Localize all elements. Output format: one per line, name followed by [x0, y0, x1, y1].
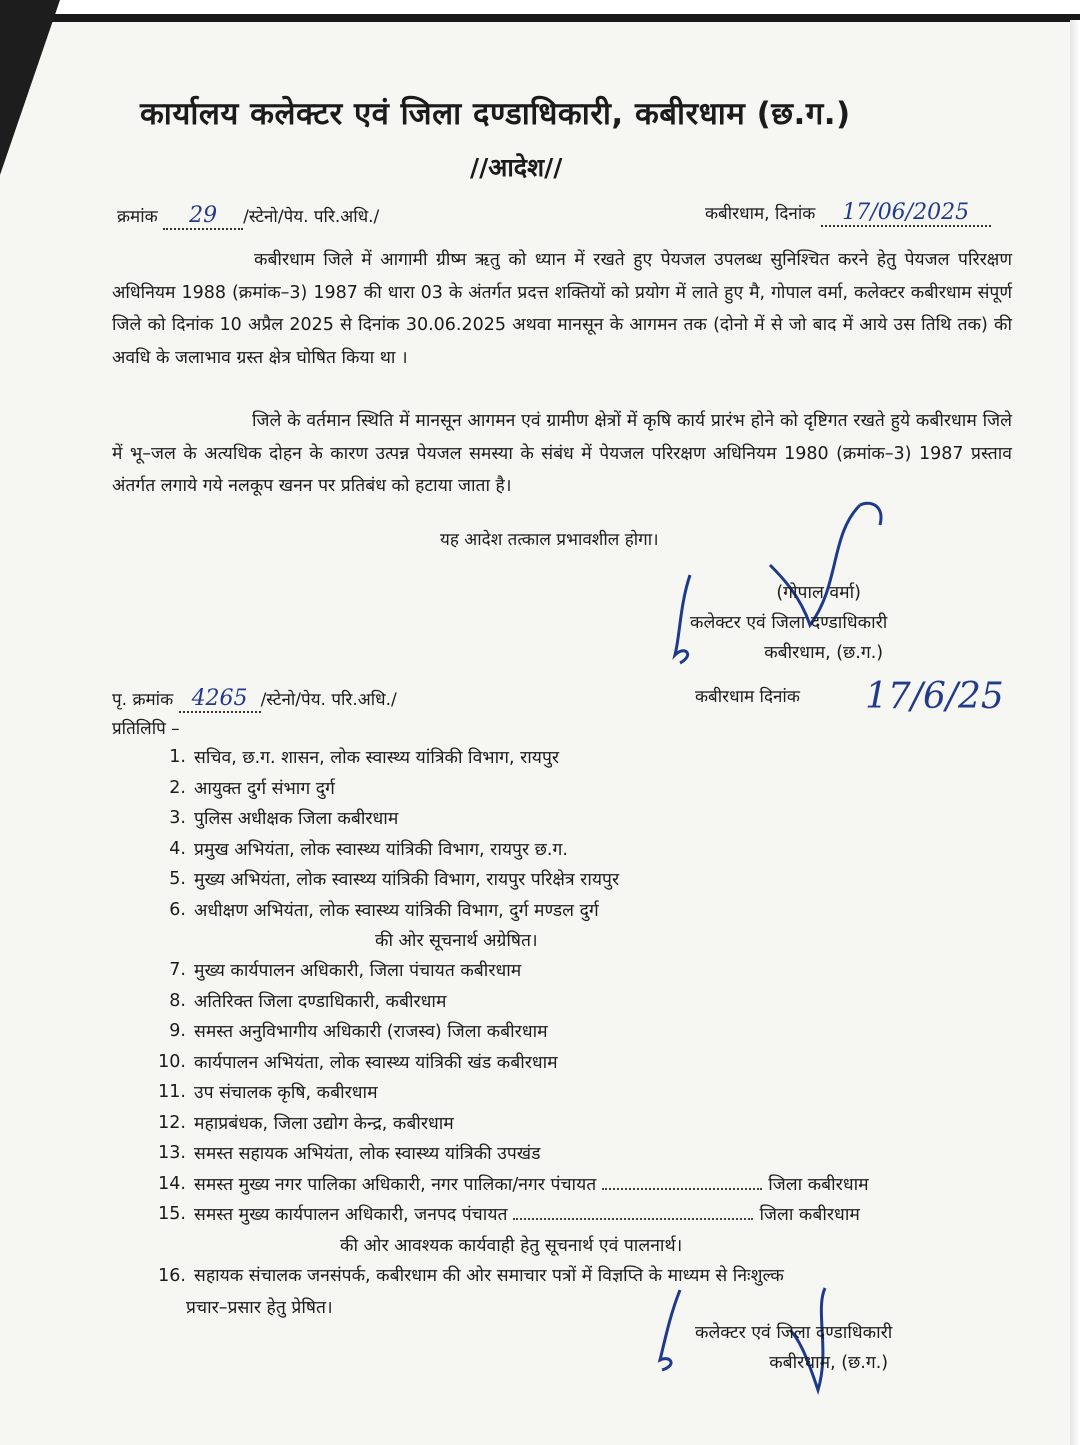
- paragraph-2: [112, 405, 1012, 503]
- copy-ref-suffix: /स्टेनो/पेय. परि.अधि./: [260, 690, 397, 710]
- note-action: की ओर आवश्यक कार्यवाही हेतु सूचनार्थ एवं पालनार्थ।: [340, 1235, 683, 1256]
- order-reference: [117, 203, 379, 230]
- list-item: 13. समस्त सहायक अभियंता, लोक स्वास्थ्य यांत्रिकी उपखंड: [158, 1143, 541, 1165]
- copy-reference: [112, 686, 397, 713]
- list-item: 4. प्रमुख अभियंता, लोक स्वास्थ्य यांत्रिकी विभाग, रायपुर छ.ग.: [169, 838, 568, 860]
- copy-date: 17/6/25: [865, 676, 1004, 717]
- list-item: 14. समस्त मुख्य नगर पालिका अधिकारी, नगर पालिका/नगर पंचायत जिला कबीरधाम: [158, 1173, 869, 1195]
- list-item: 1. सचिव, छ.ग. शासन, लोक स्वास्थ्य यांत्रिकी विभाग, रायपुर: [169, 747, 560, 769]
- order-date-line: [705, 200, 991, 227]
- list-item: 8. अतिरिक्त जिला दण्डाधिकारी, कबीरधाम: [169, 990, 447, 1012]
- list-item: 2. आयुक्त दुर्ग संभाग दुर्ग: [169, 777, 335, 799]
- signature-block-2: [695, 1318, 892, 1378]
- signatory-2-designation: कलेक्टर एवं जिला दण्डाधिकारी: [695, 1323, 893, 1343]
- note-information: की ओर सूचनार्थ अग्रेषित।: [375, 931, 538, 951]
- date-label: कबीरधाम, दिनांक: [705, 204, 816, 224]
- list-item: 15. समस्त मुख्य कार्यपालन अधिकारी, जनपद पंचायत जिला कबीरधाम: [158, 1204, 860, 1226]
- paragraph-1: [112, 244, 1012, 374]
- paragraph-1-text: कबीरधाम जिले में आगामी ग्रीष्म ऋतु को ध्यान में रखते हुए पेयजल उपलब्ध सुनिश्चित करने हेतु पेयजल परिरक्षण अधिनियम 1988 (क्रमांक–3) 1987 की धारा 03 के अंतर्गत प्रदत्त शक्तियों को प्रयोग में लाते हुए मै, गोपाल वर्मा, कलेक्टर कबीरधाम संपूर्ण जिले को दिनांक 10 अप्रैल 2025 से दिनांक 30.06.2025 अथवा मानसून के आगमन तक (दोनो में से जो बाद में आये उस तिथि तक) की अवधि के जलाभाव ग्रस्त क्षेत्र घोषित किया था ।: [112, 250, 1012, 368]
- list-item: 7. मुख्य कार्यपालन अधिकारी, जिला पंचायत कबीरधाम: [169, 960, 522, 982]
- copy-ref-number: 4265: [191, 686, 248, 711]
- copy-date-label: कबीरधाम दिनांक: [695, 687, 800, 707]
- list-item-16: 16. सहायक संचालक जनसंपर्क, कबीरधाम की ओर समाचार पत्रों में विज्ञप्ति के माध्यम से निःशुल्क प्रचार–प्रसार हेतु प्रेषित।: [158, 1265, 784, 1318]
- copy-to-label: प्रतिलिपि –: [112, 719, 180, 739]
- copy-ref-label: पृ. क्रमांक: [112, 690, 174, 710]
- effective-line: यह आदेश तत्काल प्रभावशील होगा।: [440, 530, 659, 550]
- signature-block-1: [690, 578, 887, 668]
- order-heading: //आदेश//: [470, 153, 563, 182]
- scan-shadow-top: [0, 14, 1080, 22]
- list-item: 3. पुलिस अधीक्षक जिला कबीरधाम: [169, 808, 399, 830]
- recipient-list: [150, 742, 1020, 1324]
- office-title: कार्यालय कलेक्टर एवं जिला दण्डाधिकारी, कबीरधाम (छ.ग.): [140, 96, 851, 132]
- paragraph-2-text: जिले के वर्तमान स्थिति में मानसून आगमन एवं ग्रामीण क्षेत्रों में कृषि कार्य प्रारंभ होने को दृष्टिगत रखते हुये कबीरधाम जिले में भू–जल के अत्यधिक दोहन के कारण उत्पन्न पेयजल समस्या के संबंध में पेयजल परिरक्षण अधिनियम 1980 (क्रमांक–3) 1987 प्रस्ताव अंतर्गत लगाये गये नलकूप खनन पर प्रतिबंध को हटाया जाता है।: [112, 411, 1012, 496]
- list-item: 10. कार्यपालन अभियंता, लोक स्वास्थ्य यांत्रिकी खंड कबीरधाम: [158, 1051, 558, 1073]
- signatory-name: (गोपाल वर्मा): [776, 583, 861, 603]
- ref-number: 29: [189, 203, 218, 228]
- order-date: 17/06/2025: [842, 200, 970, 225]
- list-item: 9. समस्त अनुविभागीय अधिकारी (राजस्व) जिला कबीरधाम: [169, 1021, 548, 1043]
- signatory-designation: कलेक्टर एवं जिला दण्डाधिकारी: [690, 613, 888, 633]
- list-item: 6. अधीक्षण अभियंता, लोक स्वास्थ्य यांत्रिकी विभाग, दुर्ग मण्डल दुर्ग: [169, 899, 599, 921]
- list-item: 12. महाप्रबंधक, जिला उद्योग केन्द्र, कबीरधाम: [158, 1112, 454, 1134]
- list-item: 5. मुख्य अभियंता, लोक स्वास्थ्य यांत्रिकी विभाग, रायपुर परिक्षेत्र रायपुर: [169, 869, 620, 891]
- ref-suffix: /स्टेनो/पेय. परि.अधि./: [243, 207, 380, 227]
- scan-border-right: [1070, 20, 1080, 1445]
- signatory-2-place: कबीरधाम, (छ.ग.): [769, 1353, 889, 1373]
- signatory-place: कबीरधाम, (छ.ग.): [764, 643, 884, 663]
- ref-label: क्रमांक: [117, 207, 158, 227]
- list-item: 11. उप संचालक कृषि, कबीरधाम: [158, 1082, 378, 1104]
- scan-shadow-corner: [0, 0, 60, 175]
